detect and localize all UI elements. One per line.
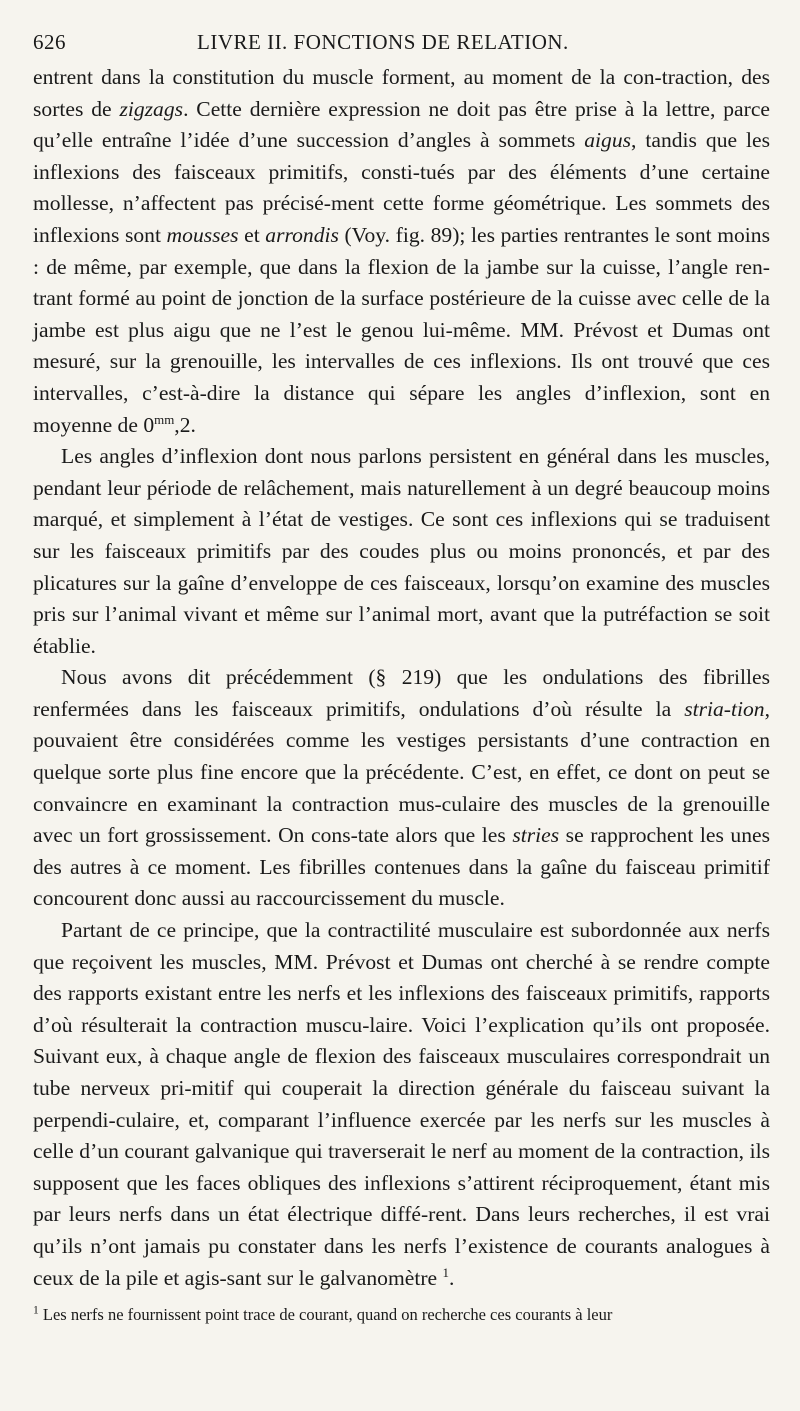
footnote-text: Les nerfs ne fournissent point trace de courant, quand on recherche ces courants à leur: [42, 1305, 613, 1325]
paragraph: [33, 915, 770, 1294]
text-segment: Nous avons dit précédemment (§ 219) que les ondulations des fibrilles renfermées dans les faisceaux primitifs, ondulations d’où résulte la: [33, 665, 770, 721]
text-segment: (Voy. fig. 89); les parties rentrantes le sont moins : de même, par exemple, que dans la flexion de la jambe sur la cuisse, l’angle ren-trant formé au point de jonction de la surface postérieure de la cuisse avec celle de la jambe est plus aigu que ne l’est le genou lui-même. MM. Prévost et Dumas ont mesuré, sur la grenouille, les intervalles de ces inflexions. Ils ont trouvé que ces intervalles, c’est-à-dire la distance qui sépare les angles d’inflexion, sont en moyenne de 0: [33, 222, 770, 437]
paragraph: [33, 662, 770, 915]
text-segment: , pouvaient être considérées comme les vestiges persistants d’une contraction en quelque sorte plus fine encore que la précédente. C’est, en effet, ce dont on peut se convaincre en examinant la contraction mus-culaire des muscles de la grenouille avec un fort grossissement. On cons-tate alors que les: [33, 696, 770, 848]
text-segment: .: [449, 1265, 455, 1290]
page-number: 626: [33, 30, 66, 54]
italic-text: mousses: [166, 222, 239, 247]
italic-text: arrondis: [265, 222, 339, 247]
text-segment: et: [238, 222, 266, 247]
text-segment: Les angles d’inflexion dont nous parlons persistent en général dans les muscles, pendant leur période de relâchement, mais naturellement à un degré beaucoup moins marqué, et simplement à l’état de vestiges. Ce sont ces inflexions qui se traduisent sur les faisceaux primitifs par des coudes plus ou moins prononcés, et par des plicatures sur la gaîne d’enveloppe de ces faisceaux, lorsqu’on examine des muscles pris sur l’animal vivant et même sur l’animal mort, avant que la putréfaction se soit établie.: [33, 444, 770, 658]
text-segment: entrent dans la constitution du muscle forment, au moment de la con-traction, des sortes de: [33, 65, 770, 121]
footnote: [33, 1304, 770, 1326]
text-segment: se rapprochent les unes des autres à ce moment. Les fibrilles contenues dans la gaîne du faisceau primitif concourent donc aussi au raccourcissement du muscle.: [33, 823, 770, 911]
superscript-text: 1: [442, 1264, 450, 1280]
text-segment: , tandis que les inflexions des faisceaux primitifs, consti-tués par des éléments d’une certaine mollesse, n’affectent pas précisé-ment cette forme géométrique. Les sommets des inflexions sont: [33, 128, 771, 247]
body-text: [33, 62, 770, 1294]
text-segment: . Cette dernière expression ne doit pas être prise à la lettre, parce qu’elle entraîne l’idée d’une succession d’angles à sommets: [33, 96, 770, 153]
italic-text: stria-tion: [684, 696, 765, 721]
italic-text: zigzags: [119, 96, 184, 121]
text-segment: ,2.: [174, 412, 196, 437]
paragraph: [33, 441, 770, 662]
running-title: LIVRE II. FONCTIONS DE RELATION.: [197, 30, 569, 54]
italic-text: stries: [512, 823, 560, 848]
page-header: [33, 22, 770, 62]
superscript-text: mm: [154, 411, 175, 427]
italic-text: aigus: [584, 128, 632, 153]
text-segment: Partant de ce principe, que la contractilité musculaire est subordonnée aux nerfs que reçoivent les muscles, MM. Prévost et Dumas ont cherché à se rendre compte des rapports existant entre les nerfs et les inflexions des faisceaux primitifs, rapports d’où résulterait la contraction muscu-laire. Voici l’explication qu’ils ont proposée. Suivant eux, à chaque angle de flexion des faisceaux musculaires correspondrait un tube nerveux pri-mitif qui couperait la direction générale du faisceau suivant la perpendi-culaire, et, comparant l’influence exercée par les nerfs sur les muscles à celle d’un courant galvanique qui traverserait le nerf au moment de la contraction, ils supposent que les faces obliques des inflexions s’attirent réciproquement, étant mis par leurs nerfs dans un état électrique diffé-rent. Dans leurs recherches, il est vrai qu’ils n’ont jamais pu constater dans les nerfs l’existence de courants analogues à ceux de la pile et agis-sant sur le galvanomètre: [33, 918, 770, 1290]
paragraph: [33, 62, 770, 441]
footnote-marker: 1: [33, 1304, 39, 1317]
